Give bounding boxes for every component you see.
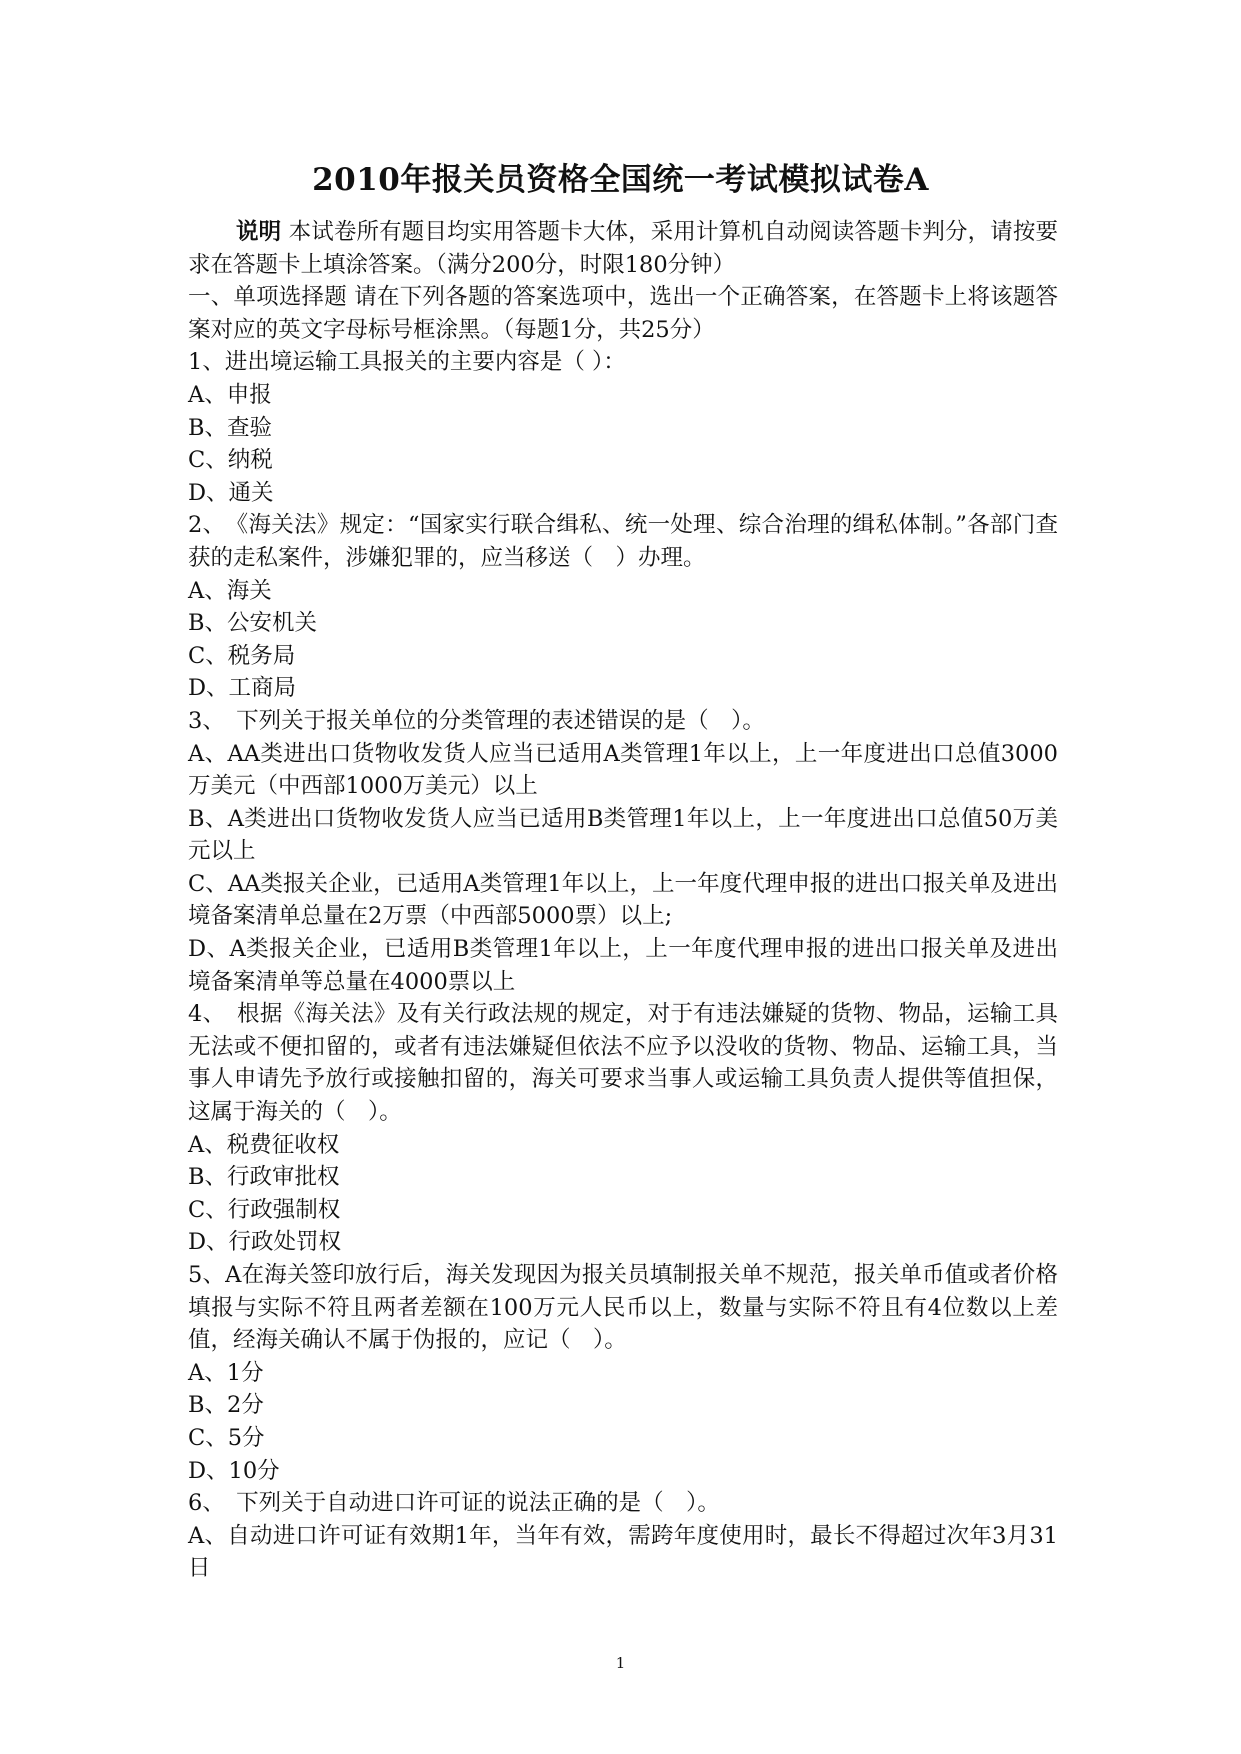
- intro-label: 说明: [236, 219, 282, 245]
- option-b: B、查验: [188, 414, 273, 441]
- question-2: [188, 509, 1058, 705]
- document-body: [188, 216, 1058, 1585]
- intro-text: 本试卷所有题目均实用答题卡大体，采用计算机自动阅读答题卡判分，请按要求在答题卡上填涂答案。（满分200分，时限180分钟）: [188, 219, 1058, 278]
- question-stem: 6、 下列关于自动进口许可证的说法正确的是（ ）。: [188, 1490, 720, 1517]
- question-stem: 2、 《海关法》规定：“国家实行联合缉私、统一处理、综合治理的缉私体制。”各部门查获的走私案件，涉嫌犯罪的，应当移送（ ）办理。: [188, 512, 1058, 571]
- page-number: 1: [615, 1654, 626, 1672]
- option-b: B、行政审批权: [188, 1164, 340, 1191]
- option-c: C、5分: [188, 1424, 265, 1451]
- option-a: A、税费征收权: [188, 1131, 340, 1158]
- section-heading: 一、单项选择题 请在下列各题的答案选项中，选出一个正确答案，在答题卡上将该题答案对应的英文字母标号框涂黑。（每题1分，共25分）: [188, 284, 1058, 343]
- question-stem: 3、 下列关于报关单位的分类管理的表述错误的是（ ）。: [188, 707, 765, 734]
- question-4: [188, 998, 1058, 1259]
- question-1: [188, 346, 1058, 509]
- option-d: D、10分: [188, 1457, 280, 1484]
- question-6: [188, 1487, 1058, 1585]
- option-a: A、海关: [188, 577, 272, 604]
- option-a: A、申报: [188, 381, 272, 408]
- option-b: B、公安机关: [188, 610, 318, 637]
- option-a: A、1分: [188, 1359, 264, 1386]
- option-a: A、自动进口许可证有效期1年，当年有效，需跨年度使用时，最长不得超过次年3月31日: [188, 1522, 1058, 1582]
- option-c: C、行政强制权: [188, 1196, 341, 1223]
- question-stem: 4、 根据《海关法》及有关行政法规的规定，对于有违法嫌疑的货物、物品，运输工具无法或不便扣留的，或者有违法嫌疑但依法不应予以没收的货物、物品、运输工具，当事人申请先予放行或接触扣留的，海关可要求当事人或运输工具负责人提供等值担保，这属于海关的（ ）。: [188, 1001, 1058, 1126]
- option-d: D、A类报关企业，已适用B类管理1年以上，上一年度代理申报的进出口报关单及进出境备案清单等总量在4000票以上: [188, 936, 1058, 995]
- option-b: B、A类进出口货物收发货人应当已适用B类管理1年以上，上一年度进出口总值50万美元以上: [188, 805, 1058, 865]
- question-5: [188, 1259, 1058, 1487]
- option-c: C、纳税: [188, 447, 273, 474]
- option-c: C、AA类报关企业，已适用A类管理1年以上，上一年度代理申报的进出口报关单及进出境备案清单总量在2万票（中西部5000票）以上;: [188, 870, 1058, 930]
- question-3: [188, 705, 1058, 998]
- option-d: D、行政处罚权: [188, 1229, 342, 1256]
- intro-paragraph: [188, 216, 1058, 281]
- option-a: A、AA类进出口货物收发货人应当已适用A类管理1年以上，上一年度进出口总值3000万美元（中西部1000万美元）以上: [188, 740, 1058, 800]
- question-stem: 1、进出境运输工具报关的主要内容是（ ）：: [188, 349, 626, 376]
- option-d: D、通关: [188, 479, 274, 506]
- question-stem: 5、A在海关签印放行后，海关发现因为报关员填制报关单不规范，报关单币值或者价格填报与实际不符且两者差额在100万元人民币以上，数量与实际不符且有4位数以上差值，经海关确认不属于伪报的，应记（ ）。: [188, 1262, 1058, 1354]
- option-b: B、2分: [188, 1392, 264, 1419]
- option-d: D、工商局: [188, 675, 297, 702]
- option-c: C、税务局: [188, 642, 296, 669]
- document-title: 2010年报关员资格全国统一考试模拟试卷A: [312, 162, 929, 198]
